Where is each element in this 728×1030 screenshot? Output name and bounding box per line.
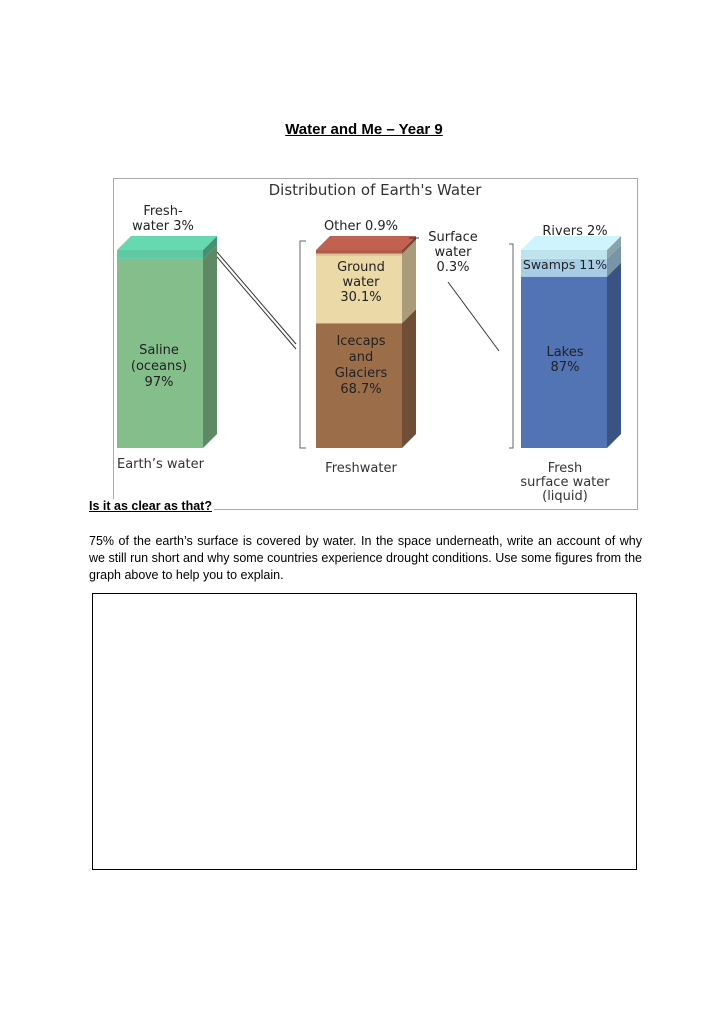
bar-top-1 (316, 236, 416, 250)
segment-label: Rivers 2% (542, 224, 608, 239)
bar-segment-freshwater (117, 250, 203, 259)
instructions-text: 75% of the earth’s surface is covered by water. In the space underneath, write an account of why we still run short and why some countries experience drought conditions. Use some figures from the graph above to help you to explain. (89, 534, 642, 582)
bar-side-icecaps-and-glaciers (402, 309, 416, 448)
callout-line (217, 257, 296, 349)
segment-label: Fresh-water 3% (132, 204, 194, 234)
category-label: Earth’s water (117, 457, 204, 472)
segment-label: Saline (oceans) 97% (130, 343, 188, 390)
category-label: Fresh surface water (liquid) (520, 461, 610, 504)
bracket-surface-water (509, 244, 513, 448)
bar-side-lakes (607, 263, 621, 448)
bar-segment-surface-water (316, 254, 402, 256)
category-label: Freshwater (325, 461, 397, 476)
bar-side-saline-oceans (203, 245, 217, 448)
page-title: Water and Me – Year 9 (285, 121, 443, 138)
bar-segment-other (316, 250, 402, 254)
segment-label: Other 0.9% (323, 219, 399, 234)
segment-label: Icecaps and Glaciers 68.7% (334, 334, 388, 397)
bracket-freshwater (300, 241, 306, 448)
segment-label: Surface water 0.3% (428, 230, 478, 275)
bar-side-ground-water (402, 242, 416, 323)
question-heading: Is it as clear as that? (89, 499, 212, 513)
segment-label: Ground water 30.1% (337, 260, 385, 305)
answer-box[interactable] (92, 593, 637, 870)
segment-label: Lakes 87% (546, 345, 584, 375)
chart-title: Distribution of Earth's Water (268, 181, 482, 199)
water-distribution-chart (113, 178, 638, 510)
callout-line (217, 252, 296, 344)
callout-line (448, 282, 499, 351)
bar-top-0 (117, 236, 217, 250)
segment-label: Swamps 11% (522, 257, 608, 272)
